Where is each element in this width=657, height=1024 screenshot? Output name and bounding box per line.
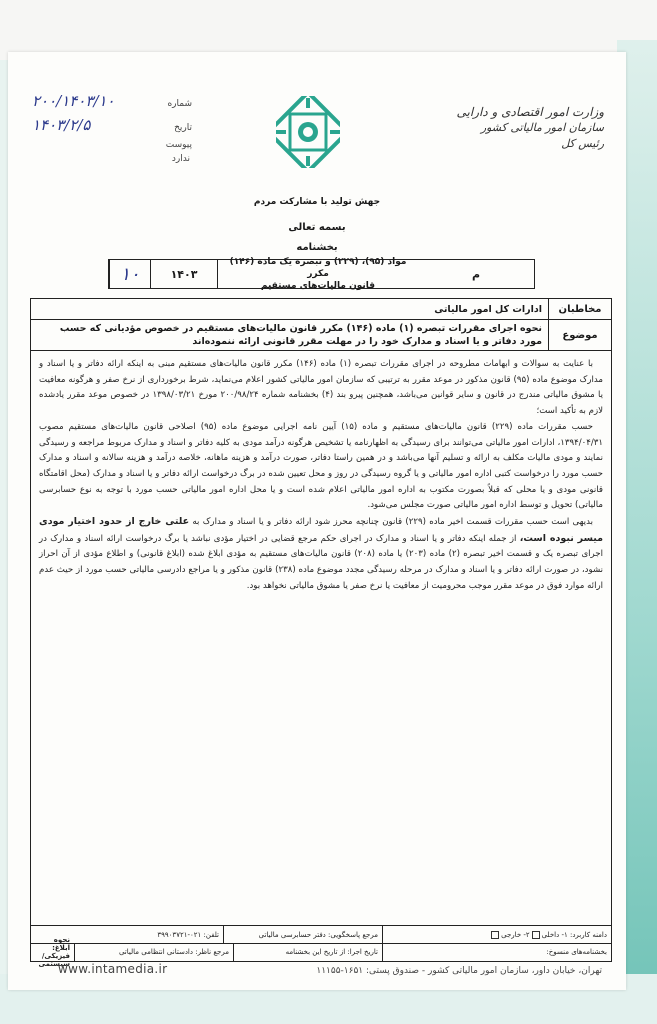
footer-row-2 (31, 936, 611, 968)
circular-form (30, 298, 612, 968)
letter-number-row (32, 92, 192, 116)
scope-internal-checkbox[interactable] (532, 931, 540, 939)
body-paragraph-2: حسب مقررات ماده (۲۲۹) قانون مالیات‌های مستقیم و ماده (۱۵) آیین نامه اجرایی موضوع ماده (۹۵) اصلاحی قانون مالیات‌های مستقیم مصوب ۱۳۹۴/۰۴/۳۱، ادارات امور مالیاتی می‌توانند برای رسیدگی به اظهارنامه یا تشخیص هرگونه درآمد مودی به کلیه دفاتر و اسناد و مدارک مربوط مراجعه و رسیدگی نمایند و مودی مالیات مکلف به ارائه و تسلیم آنها می‌باشد و در همین راستا دفاتر، صورت درآمد و هزینه ماهانه، خلاصه درآمد و هزینه سالانه و اسناد و مدارک حسب مورد را درخواست کتبی اداره امور مالیاتی و یا گروه رسیدگی در روز و محل تعیین شده در برگ درخواست ارائه دفاتر و یا اسناد و مدارک (محل اقامتگاه قانونی مودی و یا محلی که قبلاً بصورت مکتوب به اداره امور مالیاتی اعلام شده است و یا محل اداره امور مالیاتی حسب مورد با توجه به نوع حسابرسی مالیاتی) تحویل و توسط اداره امور مالیاتی صورت مجلس می‌شود. (39, 421, 603, 511)
subject-value: نحوه اجرای مقررات تبصره (۱) ماده (۱۴۶) مکرر قانون مالیات‌های مستقیم در خصوص مؤدیانی که حسب مورد دفاتر و یا اسناد و مدارک خود را در مهلت مقرر قانونی ارائه ننموده‌اند (59, 323, 542, 347)
organization-name: سازمان امور مالیاتی کشور (480, 121, 604, 134)
footer-row-1 (31, 925, 611, 944)
letter-page (8, 52, 626, 990)
postal-address: تهران، خیابان داور، سازمان امور مالیاتی کشور - صندوق پستی: ۱۶۵۱-۱۱۱۵۵ (316, 966, 602, 976)
position-title: رئیس کل (561, 137, 604, 150)
letter-attachment-row (32, 140, 192, 154)
body-paragraph-3-emphasis: علتی خارج از حدود اختیار مودی میسر نبوده است، (39, 516, 603, 544)
circular-body (39, 357, 603, 697)
footer-source: مرجع پاسخگویی: دفتر حسابرسی مالیاتی (223, 926, 382, 943)
circular-subject-line2: قانون مالیات‌های مستقیم (260, 281, 376, 291)
letter-number-value: ۲۰۰/۱۴۰۳/۱۰ (32, 92, 115, 110)
audience-value: ادارات کل امور مالیاتی (434, 303, 542, 315)
letter-meta (32, 92, 192, 168)
footer-scope (382, 926, 611, 943)
circular-subject-line1: مواد (۹۵)، (۲۲۹) و تبصره یک ماده (۱۴۶) مکرر (229, 257, 407, 279)
letter-number-label: شماره (167, 99, 192, 109)
motto: جهش تولید با مشارکت مردم (253, 197, 381, 207)
letter-date-row (32, 116, 192, 140)
subject-row (31, 320, 611, 351)
letter-date-label: تاریخ (174, 123, 192, 133)
scope-external-checkbox[interactable] (491, 931, 499, 939)
circular-subject (217, 257, 418, 291)
letter-attachment-label: پیوست (165, 140, 192, 150)
audience-row (31, 299, 611, 320)
footer-scope-ext-text: ۲- خارجی (501, 930, 530, 939)
document-type: بخشنامه (296, 242, 338, 253)
website[interactable]: www.intamedia.ir (58, 962, 168, 976)
subject-label: موضوع (548, 320, 611, 350)
letter-date-value: ۱۴۰۳/۲/۵ (32, 116, 91, 134)
ministry-name: وزارت امور اقتصادی و دارایی (456, 105, 604, 119)
body-paragraph-1: با عنایت به سوالات و ابهامات مطروحه در اجرای مقررات تبصره (۱) ماده (۱۴۶) مکرر قانون مالیات‌های مستقیم مبنی به اینکه ارائه دفاتر و یا اسناد و مدارک موضوع ماده (۹۵) قانون مذکور در موعد مقرر به ترتیبی که سازمان امور مالیاتی کشور اعلام می‌نماید، شرط برخورداری از نرخ صفر و هرگونه معافیت یا مشوق مالیاتی مندرج در قانون و سایر قوانین می‌باشد، همچنین پیرو بند (۴) بخشنامه شماره ۲۰۰/۹۸/۲۴ مورخ ۱۳۹۸/۰۳/۲۱ در خصوص موعد مقرر یادشده لازم به تأکید است؛ (39, 359, 604, 417)
footer-phone: تلفن: ۰۲۱-۳۹۹۰۳۷۲۱ (157, 930, 219, 939)
body-paragraph-3 (39, 514, 603, 595)
letter-attachment-value-row (32, 154, 192, 168)
footer-oversight: مرجع ناظر: دادستانی انتظامی مالیاتی (74, 943, 233, 961)
body-paragraph-3-start: بدیهی است حسب مقررات قسمت اخیر ماده (۲۲۹) قانون چنانچه محرز شود ارائه دفاتر و یا اسناد و مدارک به (189, 517, 593, 528)
footer-scope-text: دامنه کاربرد: ۱- داخلی (541, 930, 607, 939)
footer-notify: نحوه ابلاغ: فیزیکی/ سیستمی (38, 936, 70, 968)
circular-attachment: م (471, 267, 481, 281)
tax-organization-logo (276, 96, 340, 168)
letterhead-organization (454, 104, 604, 152)
footer-obsolete: بخشنامه‌های منسوخ: (382, 943, 611, 961)
letter-attachment-value: ندارد (171, 154, 190, 164)
bismillah: بسمه تعالی (288, 222, 346, 233)
footer-exec-date: تاریخ اجرا: از تاریخ این بخشنامه (233, 943, 382, 961)
circular-year: ۱۴۰۳ (150, 260, 217, 288)
audience-label: مخاطبان (548, 299, 611, 319)
circular-number-box (108, 259, 535, 289)
background-top (0, 0, 657, 60)
circular-number: ۱۰ (109, 260, 150, 288)
body-paragraph-3-end: از جمله اینکه دفاتر و یا اسناد و مدارک در اجرای حکم مرجع قضایی در اختیار مؤدی نباشد یا برگ درخواست ارائه اسناد و مدارک در اجرای تبصره یک و قسمت اخیر تبصره (۲) ماده (۲۰۳) یا ماده (۲۰۸) قانون مالیات‌های مستقیم به مؤدی ابلاغ شده (ابلاغ قانونی) و اطلاع مؤدی از آن احراز نشود، در صورت ارائه دفاتر و یا اسناد و مدارک در مرحله رسیدگی مجدد موضوع ماده (۲۳۸) قانون مذکور و یا مراجع دادرسی مالیاتی حسب مورد از حیث عدم ارائه موارد فوق در موعد مقرر موجب محرومیت از معافیت یا نرخ صفر یا مشوق مالیاتی نخواهد بود. (39, 533, 604, 591)
